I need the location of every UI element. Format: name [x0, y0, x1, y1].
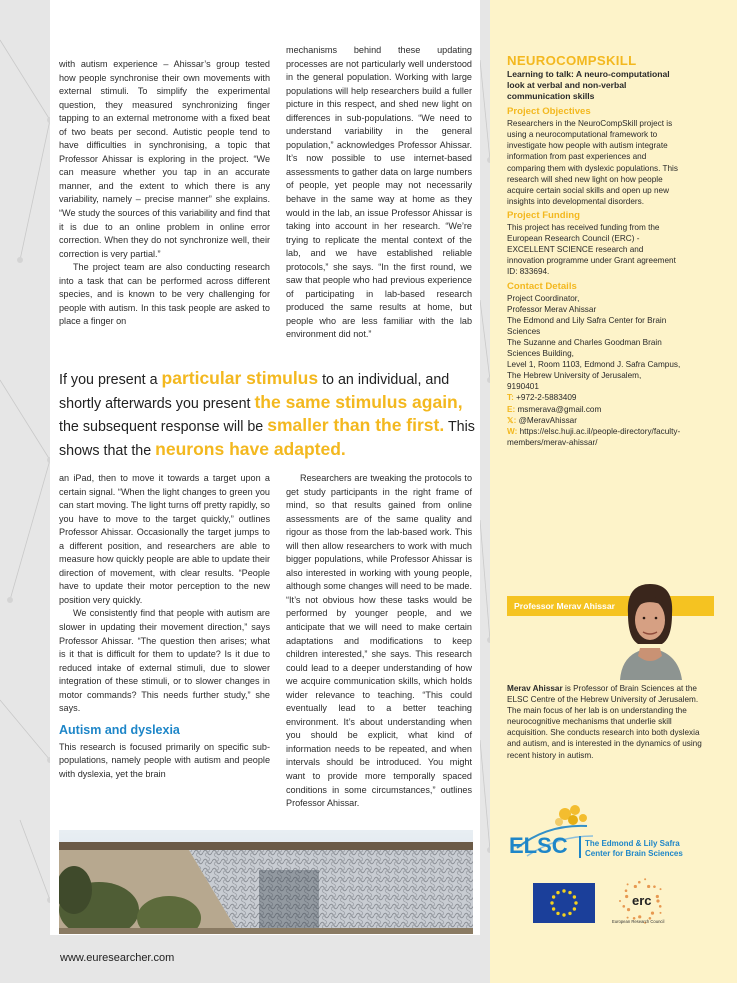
eu-star: [552, 907, 555, 910]
erc-dot: [659, 905, 662, 908]
erc-dot: [651, 911, 654, 914]
contact-line: The Hebrew University of Jerusalem,: [507, 371, 642, 381]
paragraph: an iPad, then to move it towards a target upon a certain signal. “When the light changes to green you can start moving. The light turns off pretty rapidly, so you have to move to the target quickly,” outlines Professor Ahissar. Occasionally the target jumps to a different position, and researchers are able to measure how quickly people are able to update their direction of movement, with clear results. “People have to update their motor perception to the new position very quickly.: [59, 473, 270, 605]
eu-star: [552, 895, 555, 898]
eu-star: [556, 891, 559, 894]
eu-star: [556, 912, 559, 915]
contact-phone[interactable]: [507, 392, 682, 403]
eu-star: [574, 901, 577, 904]
erc-dot: [627, 883, 629, 885]
project-info-box: [507, 55, 682, 448]
website-label: W:: [507, 426, 518, 436]
contact-line: 9190401: [507, 382, 539, 392]
paragraph: mechanisms behind these updating processes are not particularly well understood in the general population. Working with large populations will help researchers build a fuller picture in this respect, and shed new light on differences in sub-populations. “We need to understand variability in the general population,” acknowledges Professor Ahissar. It’s now possible to use internet-based assessments to gather data on large numbers of people, yet people may not necessarily behave in the same way at home as they would in the lab, an issue Professor Ahissar is taking into account in her research. “We’re trying to replicate the mental context of the lab, and we have established reliable protocols,” she says. “In the first round, we saw that people who had previous experience of participating in lab-based research produced the same results at home, but people who are less familiar with the lab environment did not.”: [286, 45, 472, 340]
bio-name: Merav Ahissar: [507, 684, 563, 693]
erc-dot: [619, 900, 621, 902]
article-column-4: [286, 472, 472, 811]
eu-star: [550, 901, 553, 904]
website-value: https://elsc.huji.ac.il/people-directory/faculty-members/merav-ahissar/: [507, 426, 681, 447]
erc-dot: [625, 889, 628, 892]
contact-website[interactable]: [507, 426, 682, 448]
funding-heading: Project Funding: [507, 209, 581, 221]
project-subtitle: Learning to talk: A neuro-computational look at verbal and non-verbal communication skills: [507, 69, 670, 102]
erc-dot: [638, 881, 641, 884]
pull-quote-highlight: smaller than the first.: [267, 415, 445, 435]
email-value: msmerava@gmail.com: [515, 404, 602, 414]
erc-dot: [638, 915, 641, 918]
author-bio: [507, 683, 713, 761]
article-column-3: [59, 472, 270, 781]
building-photo: [59, 830, 473, 934]
contact-heading: Contact Details: [507, 280, 577, 292]
contact-x[interactable]: [507, 415, 682, 426]
contact-email[interactable]: [507, 404, 682, 415]
elsc-logo: [507, 796, 707, 866]
x-icon: 𝕏:: [507, 415, 517, 425]
erc-logo-text: erc: [632, 893, 652, 908]
contact-line: The Suzanne and Charles Goodman Brain Sciences Building,: [507, 337, 662, 359]
paragraph: This research is focused primarily on specific sub-populations, namely people with autism and people with dyslexia, yet the brain: [59, 741, 270, 779]
x-handle: @MeravAhissar: [516, 415, 577, 425]
portrait-photo: [612, 578, 688, 680]
erc-dot: [647, 885, 650, 888]
article-column-2: [286, 44, 472, 342]
erc-dot: [622, 905, 625, 908]
erc-logo: [604, 877, 682, 929]
paragraph: with autism experience – Ahissar’s group tested how people synchronise their own movements with external stimuli. To simplify the experimental question, they measured synchronizing finger tapping to an external metronome with a fixed beat of two beats per second. Autistic people tend to have difficulties in synchronising, a topic that Professor Ahissar is exploring in the project. “We can measure whether you tap in an accurate manner, and the extent to which there is any variability, namely – precise manner” she explains. “We study the sources of this variability and find that it is due to an online problem in online error correction. When they do not synchronize well, their correction is very partial.”: [59, 59, 270, 259]
pull-quote: [59, 368, 479, 462]
paragraph: We consistently find that people with autism are slower in updating their movement direction,” says Professor Ahissar. “The question then arises; what is it that is difficult for them to update? Is it due to reduced intake of external stimuli, due to slower integration of these stimuli, or to slower changes in motor commands? This needs further study,” she says.: [59, 608, 270, 714]
contact-line: Professor Merav Ahissar: [507, 304, 597, 314]
pull-quote-text: the subsequent response will be: [59, 419, 268, 435]
pull-quote-text: If you present a: [59, 372, 162, 388]
elsc-logo-line-2: Center for Brain Sciences: [585, 849, 683, 858]
eu-star: [562, 913, 565, 916]
erc-logo-subtitle: European Research Council: [612, 919, 665, 924]
email-label: E:: [507, 404, 516, 414]
funding-text: This project has received funding from the European Research Council (ERC) - EXCELLENT SCIENCE research and innovation programme under Grant agreement ID: 833694.: [507, 223, 676, 277]
pull-quote-highlight: the same stimulus again,: [254, 391, 463, 412]
pull-quote-text: This shows that the: [59, 419, 475, 459]
eu-star: [568, 912, 571, 915]
paragraph: Researchers are tweaking the protocols to get study participants in the right frame of mind, so that results gained from online assessments are of the same quality and rigour as those from the lab-based work. This will then allow researchers to work with much bigger populations, while Professor Ahissar is also interested in working with young people, although some changes will need to be made. “It’s not obvious how these tasks would be performed by younger people, and we anticipate that we will need to make certain adaptations and modifications to keep children interested,” she says. This research could lead to a deeper understanding of how we acquire communication skills, which holds wider relevance to teaching. “This could eventually lead to a better teaching environment. It’s about understanding when you should be explicit, what kind of information needs to be repeated, and when intervals should be introduced. You might want to provide more temporally spaced conditions in some circumstances,” outlines Professor Ahissar.: [286, 473, 472, 809]
eu-star: [573, 895, 576, 898]
objectives-text: Researchers in the NeuroCompSkill project is using a neurocomputational framework to investigate how people with autism integrate information from past experiences and comparing them with dyslexic populations. This research will shed new light on how people acquire certain social skills and open up new insights into developmental disorders.: [507, 119, 678, 206]
erc-dot: [660, 912, 662, 914]
eu-star: [568, 891, 571, 894]
erc-dot: [653, 885, 656, 888]
pull-quote-highlight: neurons have adapted.: [155, 438, 346, 459]
contact-line: The Edmond and Lily Safra Center for Brain Sciences: [507, 315, 667, 336]
erc-dot: [627, 908, 630, 911]
section-heading: Autism and dyslexia: [59, 722, 180, 737]
pull-quote-text: to an individual, and shortly afterwards you present: [59, 372, 450, 412]
project-title: NEUROCOMPSKILL: [507, 53, 637, 68]
erc-dot: [656, 895, 659, 898]
contact-line: Project Coordinator,: [507, 293, 580, 303]
phone-label: T:: [507, 393, 514, 403]
erc-dot: [625, 895, 628, 898]
eu-star: [562, 889, 565, 892]
objectives-heading: Project Objectives: [507, 106, 591, 118]
erc-dot: [644, 878, 646, 880]
paragraph: The project team are also conducting research into a task that can be performed across different species, and is known to be very challenging for people with autism. In this task people are asked to place a finger on: [59, 262, 270, 327]
footer-url[interactable]: www.euresearcher.com: [60, 952, 175, 964]
erc-dot: [660, 888, 662, 890]
erc-dot: [634, 885, 637, 888]
eu-star: [573, 907, 576, 910]
phone-value: +972-2-5883409: [513, 393, 577, 403]
elsc-logo-line-1: The Edmond & Lily Safra: [585, 839, 680, 848]
elsc-logo-text: ELSC: [509, 833, 568, 858]
pull-quote-highlight: particular stimulus: [161, 368, 319, 388]
contact-line: Level 1, Room 1103, Edmond J. Safra Campus,: [507, 360, 681, 370]
bio-text: is Professor of Brain Sciences at the ELSC Centre of the Hebrew University of Jerusalem. The main focus of her lab is on understanding the neurocognitive mechanisms that underlie skill acquisition. She conducts research into both dyslexia and autism, and is interested in the dynamics of using recent history in autism.: [507, 684, 702, 760]
article-column-1: [59, 58, 270, 329]
portrait-caption: Professor Merav Ahissar: [514, 601, 615, 611]
erc-dot: [656, 899, 659, 902]
eu-flag-icon: [533, 883, 595, 923]
